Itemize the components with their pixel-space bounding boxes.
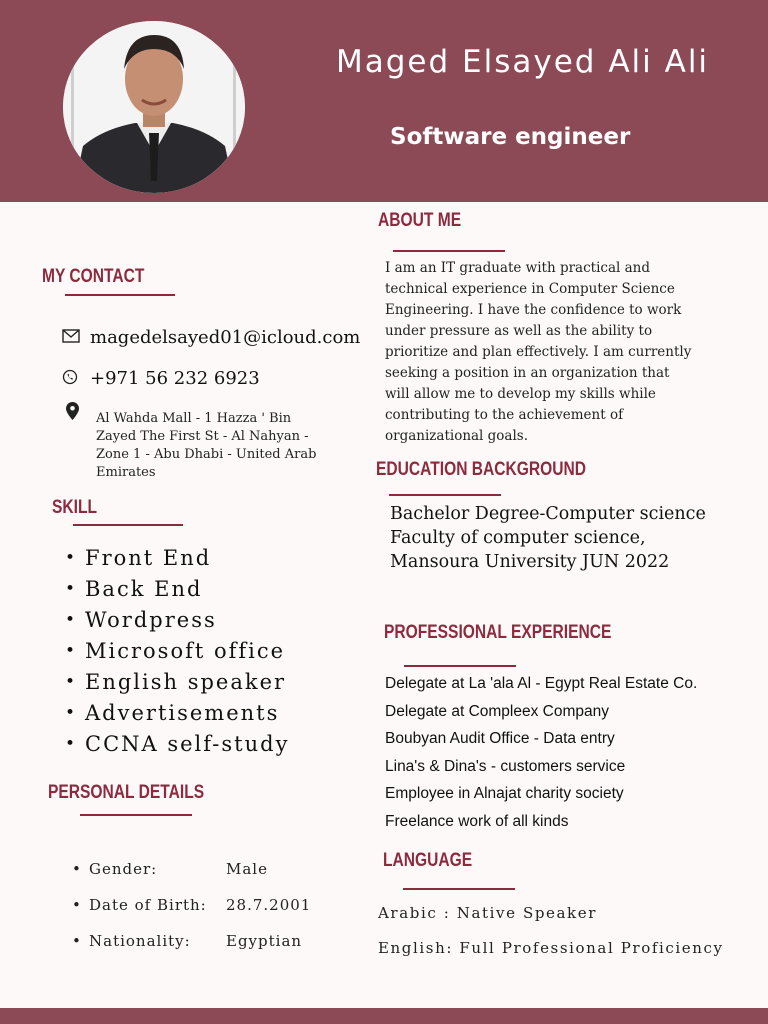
about-text: I am an IT graduate with practical and technical experience in Computer Science Engineering. I have the confidence to work under pressure as well as the ability to prioritize and plan effectively. I am currently seeking a position in an organization that will allow me to develop my skills while contributing to the achievement of organizational goals.: [385, 260, 692, 444]
language-list: [378, 902, 724, 972]
list-item: • Microsoft office: [65, 639, 289, 670]
section-rule: [80, 814, 192, 816]
envelope-icon: [62, 328, 84, 347]
section-heading-language: LANGUAGE: [383, 850, 473, 871]
education-details: [390, 502, 750, 574]
list-item: [72, 931, 311, 967]
list-item: • Wordpress: [65, 608, 289, 639]
list-item: Delegate at Compleex Company: [385, 702, 610, 720]
list-item: Arabic : Native Speaker: [378, 904, 597, 922]
list-item: Boubyan Audit Office - Data entry: [385, 730, 615, 747]
section-heading-contact: MY CONTACT: [42, 266, 145, 287]
section-rule: [389, 494, 501, 496]
contact-phone[interactable]: +971 56 232 6923: [90, 368, 260, 389]
detail-label: Gender:: [89, 860, 158, 878]
section-rule: [65, 294, 175, 296]
list-item: Lina's & Dina's - customers service: [385, 757, 626, 775]
detail-label: Date of Birth:: [89, 896, 207, 914]
section-heading-experience: PROFESSIONAL EXPERIENCE: [384, 622, 612, 643]
section-rule: [393, 250, 505, 252]
section-heading-skill: SKILL: [52, 497, 98, 518]
list-item: English: Full Professional Proficiency: [378, 939, 724, 957]
list-item: • English speaker: [65, 670, 289, 701]
list-item: [72, 895, 311, 931]
detail-value: Egyptian: [226, 932, 303, 950]
header-band: [0, 0, 768, 202]
section-heading-about: ABOUT ME: [378, 210, 462, 231]
job-title: Software engineer: [390, 124, 631, 150]
list-item: • Back End: [65, 577, 289, 608]
list-item: Employee in Alnajat charity society: [385, 785, 624, 802]
list-item: • Advertisements: [65, 701, 289, 732]
section-heading-personal: PERSONAL DETAILS: [48, 782, 205, 803]
phone-icon: [62, 369, 84, 389]
footer-band: [0, 1008, 768, 1024]
map-pin-icon: [66, 402, 79, 424]
list-item: • Front End: [65, 546, 289, 577]
section-rule: [403, 888, 515, 890]
contact-phone-row: [62, 368, 260, 389]
experience-list: [385, 673, 697, 838]
section-rule: [404, 665, 516, 667]
list-item: • CCNA self-study: [65, 732, 289, 763]
profile-photo: [63, 21, 245, 193]
contact-address: Al Wahda Mall - 1 Hazza ' Bin Zayed The First St - Al Nahyan - Zone 1 - Abu Dhabi - United Arab Emirates: [96, 411, 317, 480]
detail-label: Nationality:: [89, 932, 191, 950]
education-faculty: Faculty of computer science,: [390, 528, 646, 548]
education-university: Mansoura University JUN 2022: [390, 552, 670, 572]
list-item: [72, 859, 311, 895]
section-rule: [73, 524, 183, 526]
list-item: Freelance work of all kinds: [385, 812, 569, 830]
detail-value: 28.7.2001: [226, 896, 312, 914]
detail-value: Male: [226, 860, 268, 878]
section-heading-education: EDUCATION BACKGROUND: [376, 459, 587, 480]
candidate-name: Maged Elsayed Ali Ali: [336, 44, 710, 80]
list-item: Delegate at La 'ala Al - Egypt Real Estate Co.: [385, 675, 698, 692]
contact-email-row: [62, 327, 360, 348]
contact-email[interactable]: magedelsayed01@icloud.com: [90, 327, 361, 348]
education-degree: Bachelor Degree-Computer science: [390, 504, 706, 524]
personal-details-list: [72, 859, 311, 967]
skills-list: [65, 546, 289, 763]
